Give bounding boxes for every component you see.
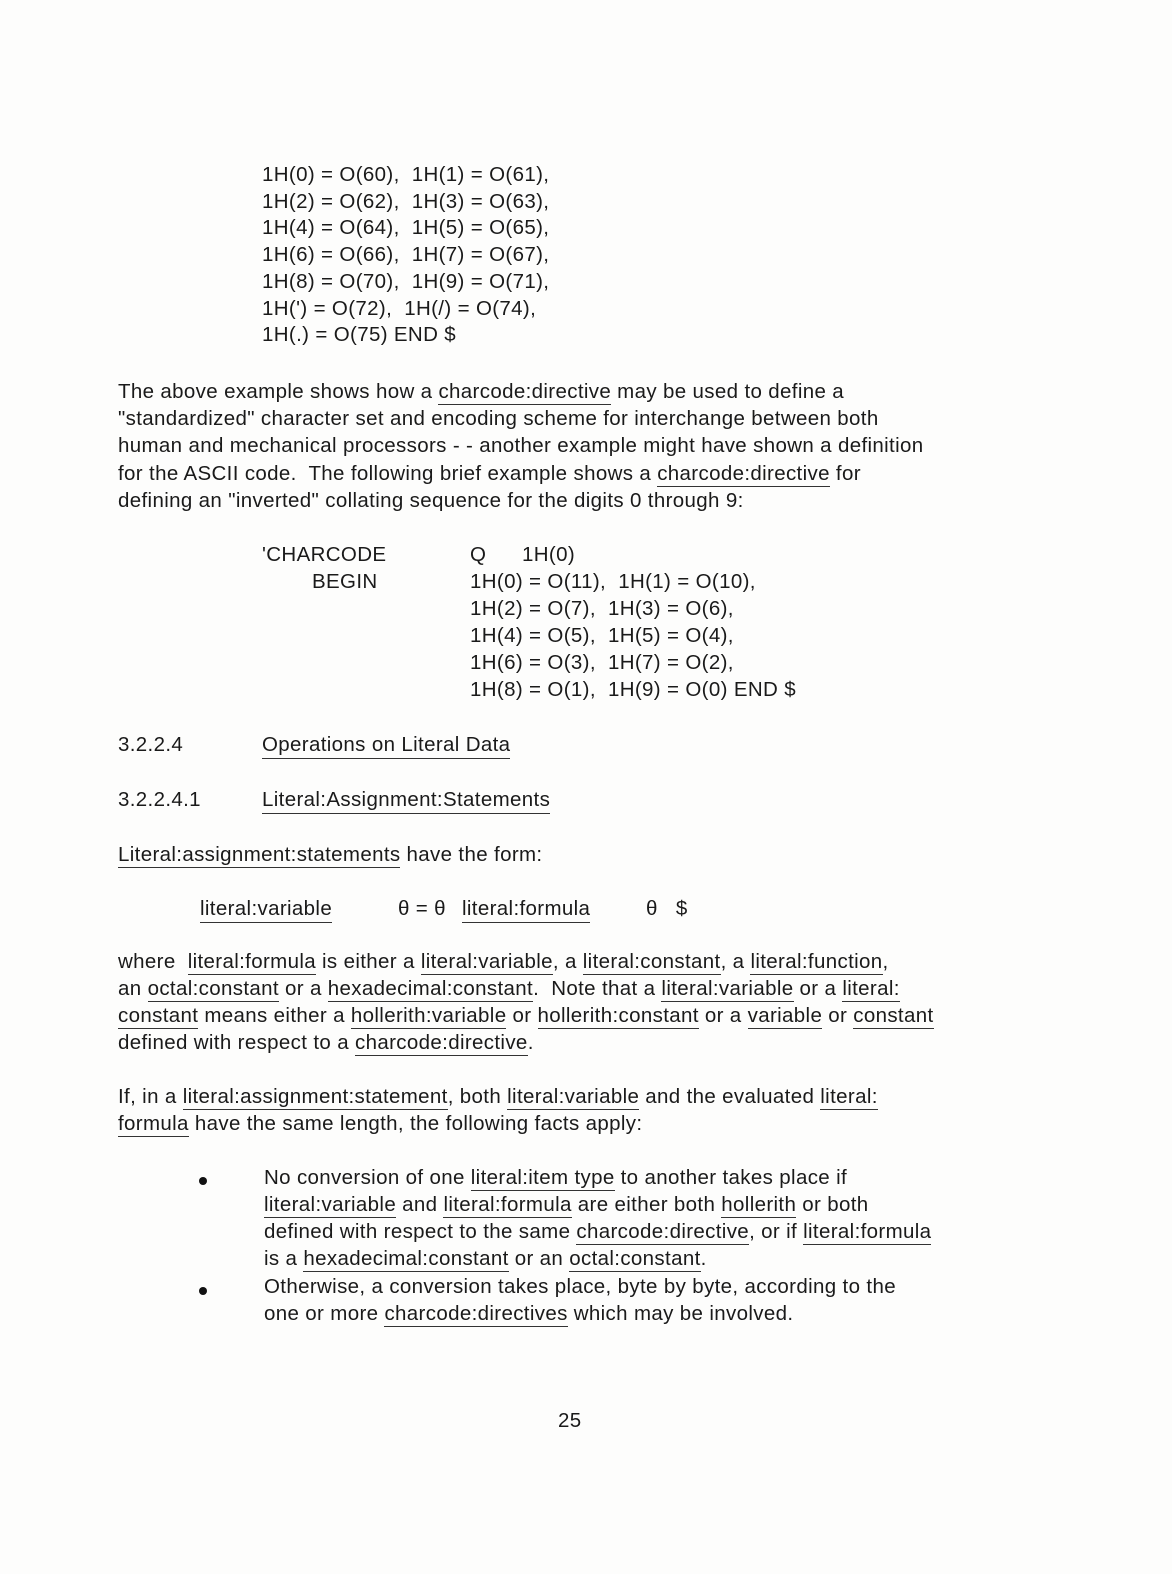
term-reference: literal: bbox=[842, 977, 900, 1000]
term-reference: charcode:directive bbox=[438, 380, 612, 403]
code-line: 1H(') = O(72), 1H(/) = O(74), bbox=[262, 296, 537, 320]
term-reference: literal:variable bbox=[264, 1193, 397, 1216]
text-run: , bbox=[882, 950, 889, 973]
text-run: defining an "inverted" collating sequence for the digits 0 through 9: bbox=[118, 488, 744, 512]
term-reference: hollerith:variable bbox=[350, 1004, 507, 1027]
page-number: 25 bbox=[558, 1409, 582, 1432]
term-reference: literal:item type bbox=[470, 1166, 615, 1189]
term-reference: literal: bbox=[820, 1085, 878, 1108]
text-run: may be used to define a bbox=[611, 380, 845, 403]
code-line: 1H(2) = O(7), 1H(3) = O(6), bbox=[470, 597, 734, 620]
text-run: , or if bbox=[749, 1220, 804, 1243]
paragraph-line bbox=[118, 843, 542, 867]
form-end: θ $ bbox=[646, 897, 688, 920]
text-run: for bbox=[829, 461, 861, 485]
paragraph-line bbox=[118, 1085, 878, 1109]
text-run: is either a bbox=[315, 950, 421, 973]
text-run: If, in a bbox=[118, 1085, 183, 1108]
subsection-number: 3.2.2.4.1 bbox=[118, 788, 201, 811]
paragraph-line bbox=[118, 380, 844, 404]
text-run: are either both bbox=[571, 1193, 722, 1216]
charcode-keyword: 'CHARCODE bbox=[262, 543, 387, 566]
term-reference: literal:variable bbox=[507, 1085, 640, 1108]
term-reference: charcode:directive bbox=[657, 461, 830, 485]
code-line: 1H(6) = O(3), 1H(7) = O(2), bbox=[470, 651, 734, 674]
paragraph-line bbox=[118, 977, 900, 1001]
term-reference: Literal:assignment:statements bbox=[118, 843, 401, 866]
paragraph-line bbox=[118, 462, 861, 486]
term-reference: literal:variable bbox=[661, 977, 794, 1000]
term-reference: literal:formula bbox=[803, 1220, 932, 1243]
form-operator: θ = θ bbox=[398, 897, 446, 920]
text-run: , both bbox=[447, 1085, 508, 1108]
text-run: which may be involved. bbox=[567, 1302, 794, 1325]
text-run: No conversion of one bbox=[264, 1166, 471, 1189]
text-run: have the form: bbox=[400, 843, 543, 866]
text-run: , a bbox=[720, 950, 751, 973]
text-run: defined with respect to a bbox=[118, 1031, 356, 1054]
text-run: where bbox=[118, 950, 188, 973]
bullet-line bbox=[264, 1193, 869, 1217]
term-reference: octal:constant bbox=[569, 1247, 701, 1270]
text-run: or both bbox=[796, 1193, 869, 1216]
form-variable: literal:variable bbox=[200, 897, 332, 923]
term-reference: literal:constant bbox=[582, 950, 721, 973]
code-line: 1H(2) = O(62), 1H(3) = O(63), bbox=[262, 189, 550, 213]
text-run: "standardized" character set and encoding scheme for interchange between both bbox=[118, 407, 879, 431]
term-reference: charcode:directive bbox=[355, 1031, 528, 1054]
text-run: an bbox=[118, 977, 148, 1000]
text-run: or a bbox=[278, 977, 328, 1000]
bullet-line bbox=[264, 1302, 793, 1326]
text-run: The above example shows how a bbox=[118, 380, 439, 403]
text-run: or an bbox=[508, 1247, 570, 1270]
term-reference: hexadecimal:constant bbox=[327, 977, 534, 1000]
term-reference: literal:function bbox=[750, 950, 883, 973]
code-line: 1H(6) = O(66), 1H(7) = O(67), bbox=[262, 243, 550, 267]
term-reference: hollerith:constant bbox=[537, 1004, 699, 1027]
text-run: is a bbox=[264, 1247, 304, 1270]
term-reference: variable bbox=[747, 1004, 823, 1027]
text-run: . bbox=[527, 1031, 534, 1054]
paragraph-line bbox=[118, 489, 744, 513]
text-run: defined with respect to the same bbox=[264, 1220, 577, 1243]
charcode-begin: BEGIN bbox=[312, 570, 378, 593]
text-run: one or more bbox=[264, 1302, 385, 1325]
text-run: Otherwise, a conversion takes place, byte by byte, according to the bbox=[264, 1275, 896, 1298]
text-run: to another takes place if bbox=[614, 1166, 848, 1189]
text-run: and the evaluated bbox=[639, 1085, 821, 1108]
term-reference: literal:formula bbox=[187, 950, 316, 973]
section-title: Operations on Literal Data bbox=[262, 733, 510, 759]
form-formula: literal:formula bbox=[462, 897, 590, 923]
term-reference: literal:variable bbox=[420, 950, 553, 973]
paragraph-line bbox=[118, 1004, 934, 1028]
bullet-icon bbox=[199, 1287, 207, 1295]
bullet-line bbox=[264, 1275, 896, 1299]
code-line: 1H(8) = O(70), 1H(9) = O(71), bbox=[262, 269, 550, 293]
bullet-line bbox=[264, 1166, 847, 1190]
text-run: . Note that a bbox=[533, 977, 662, 1000]
text-run: . bbox=[700, 1247, 707, 1270]
text-run: or a bbox=[793, 977, 843, 1000]
text-run: for the ASCII code. The following brief example shows a bbox=[118, 461, 658, 485]
paragraph-line bbox=[118, 1112, 642, 1136]
term-reference: formula bbox=[118, 1112, 189, 1135]
code-line: 1H(.) = O(75) END $ bbox=[262, 323, 457, 347]
text-run: or bbox=[506, 1004, 538, 1027]
section-number: 3.2.2.4 bbox=[118, 733, 184, 756]
bullet-icon bbox=[199, 1177, 207, 1185]
text-run: have the same length, the following facts apply: bbox=[188, 1112, 643, 1135]
term-reference: charcode:directive bbox=[576, 1220, 750, 1243]
text-run: means either a bbox=[198, 1004, 351, 1027]
paragraph-line bbox=[118, 407, 879, 431]
term-reference: charcode:directives bbox=[384, 1302, 568, 1325]
term-reference: constant bbox=[853, 1004, 934, 1027]
text-run: human and mechanical processors - - another example might have shown a definition bbox=[118, 434, 924, 458]
bullet-line bbox=[264, 1220, 931, 1244]
subsection-title: Literal:Assignment:Statements bbox=[262, 788, 550, 814]
text-run: , a bbox=[552, 950, 583, 973]
paragraph-line bbox=[118, 950, 889, 974]
term-reference: literal:formula bbox=[443, 1193, 572, 1216]
term-reference: hollerith bbox=[721, 1193, 797, 1216]
bullet-line bbox=[264, 1247, 707, 1271]
code-line: 1H(8) = O(1), 1H(9) = O(0) END $ bbox=[470, 678, 796, 701]
term-reference: hexadecimal:constant bbox=[303, 1247, 509, 1270]
term-reference: octal:constant bbox=[147, 977, 279, 1000]
paragraph-line bbox=[118, 434, 924, 458]
paragraph-line bbox=[118, 1031, 534, 1055]
charcode-q: Q bbox=[470, 543, 487, 566]
code-line: 1H(4) = O(5), 1H(5) = O(4), bbox=[470, 624, 734, 647]
text-run: or bbox=[822, 1004, 854, 1027]
code-line: 1H(0) = O(60), 1H(1) = O(61), bbox=[262, 163, 550, 186]
charcode-q-value: 1H(0) bbox=[522, 543, 576, 566]
term-reference: constant bbox=[118, 1004, 199, 1027]
text-run: and bbox=[396, 1193, 444, 1216]
code-line: 1H(4) = O(64), 1H(5) = O(65), bbox=[262, 216, 550, 240]
code-line: 1H(0) = O(11), 1H(1) = O(10), bbox=[470, 570, 756, 593]
term-reference: literal:assignment:statement bbox=[182, 1085, 448, 1108]
text-run: or a bbox=[698, 1004, 748, 1027]
